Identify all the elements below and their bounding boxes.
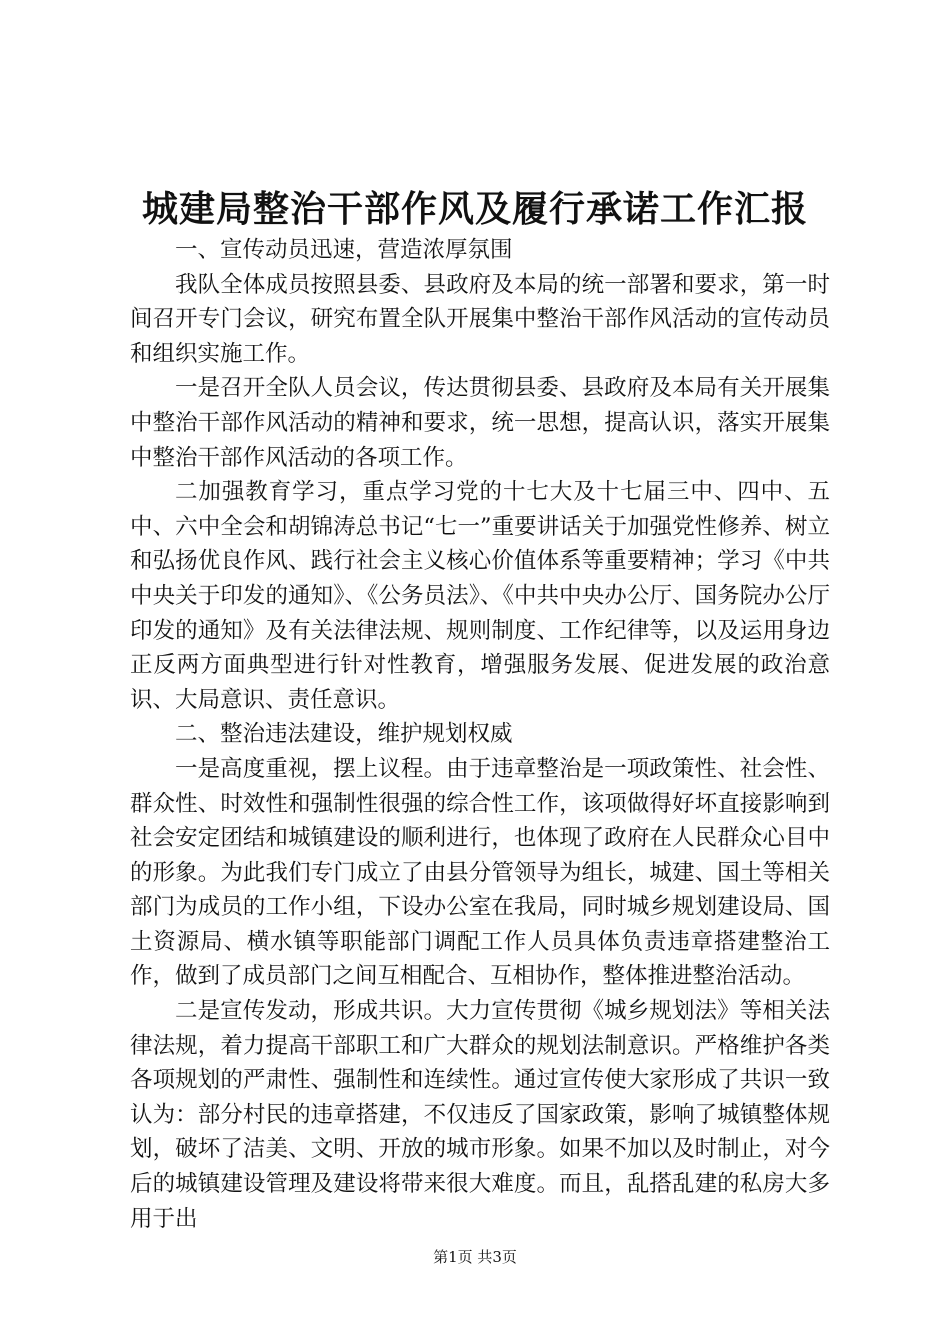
document-title: 城建局整治干部作风及履行承诺工作汇报 <box>141 188 808 230</box>
page-footer: 第1页 共3页 <box>433 1248 517 1266</box>
document-body <box>130 233 830 1236</box>
paragraph-education: 二加强教育学习，重点学习党的十七大及十七届三中、四中、五中、六中全会和胡锦涛总书记“七一”重要讲话关于加强党性修养、树立和弘扬优良作风、践行社会主义核心价值体系等重要精神；学习《中共中央关于印发的通知》、《公务员法》、《中共中央办公厅、国务院办公厅印发的通知》及有关法律法规、规则制度、工作纪律等，以及运用身边正反两方面典型进行针对性教育，增强服务发展、促进发展的政治意识、大局意识、责任意识。 <box>130 479 830 713</box>
paragraph-publicity: 二是宣传发动，形成共识。大力宣传贯彻《城乡规划法》等相关法律法规，着力提高干部职工和广大群众的规划法制意识。严格维护各类各项规划的严肃性、强制性和连续性。通过宣传使大家形成了共识一致认为：部分村民的违章搭建，不仅违反了国家政策，影响了城镇整体规划，破坏了洁美、文明、开放的城市形象。如果不加以及时制止，对今后的城镇建设管理及建设将带来很大难度。而且，乱搭乱建的私房大多用于出 <box>130 998 830 1232</box>
section-heading-2: 二、整治违法建设，维护规划权威 <box>175 721 513 748</box>
section-heading-1: 一、宣传动员迅速，营造浓厚氛围 <box>175 237 513 263</box>
paragraph-intro: 我队全体成员按照县委、县政府及本局的统一部署和要求，第一时间召开专门会议，研究布置全队开展集中整治干部作风活动的宣传动员和组织实施工作。 <box>130 271 830 367</box>
paragraph-attention: 一是高度重视，摆上议程。由于违章整治是一项政策性、社会性、群众性、时效性和强制性很强的综合性工作，该项做得好坏直接影响到社会安定团结和城镇建设的顺利进行，也体现了政府在人民群众心目中的形象。为此我们专门成立了由县分管领导为组长，城建、国土等相关部门为成员的工作小组，下设办公室在我局，同时城乡规划建设局、国土资源局、横水镇等职能部门调配工作人员具体负责违章搭建整治工作，做到了成员部门之间互相配合、互相协作，整体推进整治活动。 <box>130 755 830 990</box>
paragraph-meeting: 一是召开全队人员会议，传达贯彻县委、县政府及本局有关开展集中整治干部作风活动的精神和要求，统一思想，提高认识，落实开展集中整治干部作风活动的各项工作。 <box>130 375 830 471</box>
